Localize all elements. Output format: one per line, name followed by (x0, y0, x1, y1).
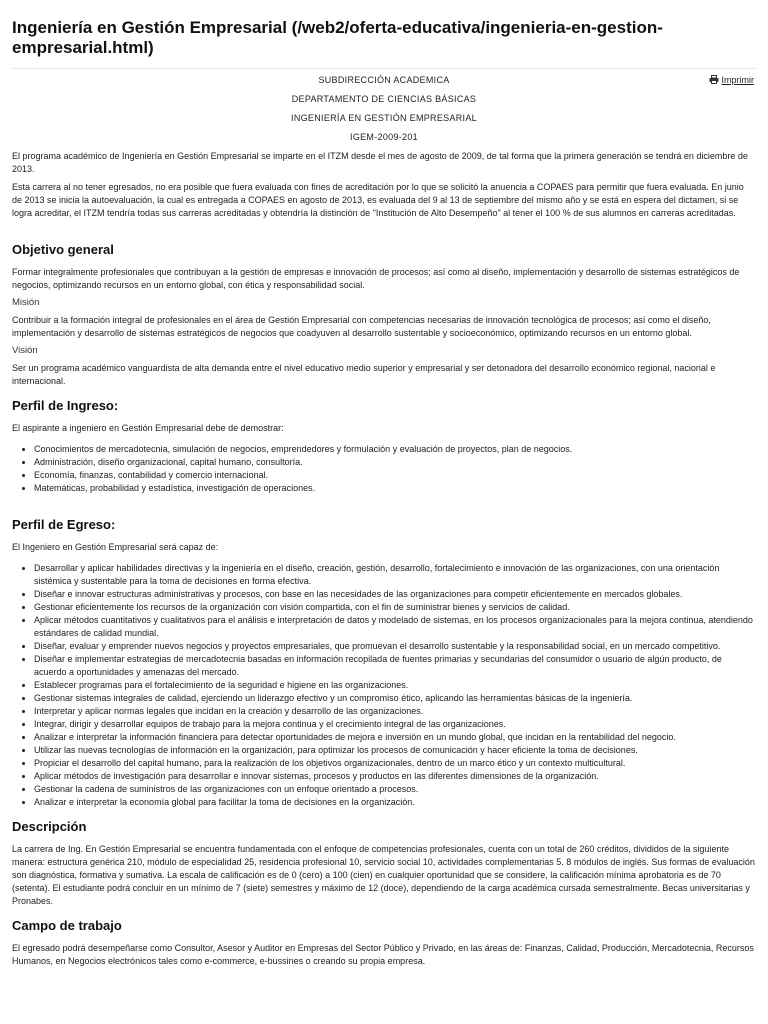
header-line-2: DEPARTAMENTO DE CIENCIAS BÁSICAS (291, 94, 477, 104)
descripcion-heading: Descripción (12, 819, 87, 834)
objetivo-text: Formar integralmente profesionales que contribuyan a la gestión de empresas e innovación de procesos; así como al diseño, implementación y desarrollo de sistemas estratégicos de negocios, optimizando recursos en un entorno global, con ética y responsabilidad social. (12, 267, 740, 290)
egreso-heading: Perfil de Egreso: (12, 517, 116, 532)
document-header (12, 75, 756, 142)
ingreso-heading: Perfil de Ingreso: (12, 398, 119, 413)
list-item: • Gestionar eficientemente los recursos de la organización con visión compartida, con el fin de suministrar bienes y servicios de calidad. (34, 601, 756, 614)
list-item: • Integrar, dirigir y desarrollar equipos de trabajo para la mejora continua y el crecimiento integral de las organizaciones. (34, 718, 756, 731)
header-line-4: IGEM-2009-201 (350, 132, 418, 142)
intro-paragraph-1: El programa académico de Ingeniería en Gestión Empresarial se imparte en el ITZM desde el mes de agosto de 2009, de tal forma que la primera generación se tendrá en diciembre de 2013. (12, 151, 748, 174)
ingreso-intro: El aspirante a ingeniero en Gestión Empresarial debe de demostrar: (12, 423, 284, 433)
list-item: • Gestionar sistemas integrales de calidad, ejerciendo un liderazgo efectivo y un compromiso ético, aplicando las herramientas básicas de la ingeniería. (34, 692, 756, 705)
vision-text: Ser un programa académico vanguardista de alta demanda entre el nivel educativo medio superior y empresarial y ser detonadora del desarrollo económico regional, nacional e internacional. (12, 363, 716, 386)
list-item: • Administración, diseño organizacional, capital humano, consultoría. (34, 456, 756, 469)
print-label[interactable]: Imprimir (721, 75, 754, 85)
campo-text: El egresado podrá desempeñarse como Consultor, Asesor y Auditor en Empresas del Sector Público y Privado, en las áreas de: Finanzas, Calidad, Producción, Mercadotecnia, Recursos Humanos, en Negocios electrónicos tales como e-commerce, e-bussines o creando su propia empresa. (12, 943, 754, 966)
mision-label: Misión (12, 297, 40, 308)
divider (12, 68, 756, 69)
list-item: • Propiciar el desarrollo del capital humano, para la realización de los objetivos organizacionales, dentro de un marco ético y un contexto multicultural. (34, 757, 756, 770)
header-line-1: SUBDIRECCIÓN ACADEMICA (318, 75, 450, 85)
intro-paragraph-2: Esta carrera al no tener egresados, no era posible que fuera evaluada con fines de acreditación por lo que se solicitó la anuencia a COPAES para permitir que fuera evaluada. En junio de 2013 se inicia la autoevaluación, la cual es entregada a COPAES en agosto de 2013, es evaluada del 9 al 13 de septiembre del mismo año y se está en espera del dictamen, si se logra acreditar, el ITZM tendría todas sus carreras acreditadas y obtendría la distinción de "Institución de Alto Desempeño" al tener el 100 % de sus alumnos en carreras acreditadas. (12, 182, 744, 218)
egreso-list (12, 562, 756, 809)
header-line-3: INGENIERÍA EN GESTIÓN EMPRESARIAL (291, 113, 477, 123)
list-item: • Diseñar e innovar estructuras administrativas y procesos, con base en las necesidades de las organizaciones para competir eficientemente en mercados globales. (34, 588, 756, 601)
mision-text: Contribuir a la formación integral de profesionales en el área de Gestión Empresarial con competencias necesarias de innovación tecnológica de procesos; así como el diseño, implementación y desarrollo de sistemas estratégicos de negocios que coadyuven al desarrollo sustentable y socioeconómico, optimizando recursos en un entorno global. (12, 315, 711, 338)
list-item: • Diseñar, evaluar y emprender nuevos negocios y proyectos empresariales, que promuevan el desarrollo sustentable y la responsabilidad social, en un mercado competitivo. (34, 640, 756, 653)
list-item: • Gestionar la cadena de suministros de las organizaciones con un enfoque orientado a procesos. (34, 783, 756, 796)
egreso-intro: El Ingeniero en Gestión Empresarial será capaz de: (12, 542, 219, 552)
list-item: • Aplicar métodos de investigación para desarrollar e innovar sistemas, procesos y productos en las diferentes dimensiones de la organización. (34, 770, 756, 783)
descripcion-text: La carrera de Ing. En Gestión Empresarial se encuentra fundamentada con el enfoque de competencias profesionales, cuenta con un total de 260 créditos, divididos de la siguiente manera: estructura genérica 210, módulo de especialidad 25, residencia profesional 10, servicio social 10, actividades complementarias 5. 8 módulos de inglés. Sus formas de evaluación son diagnóstica, formativa y sumativa. La escala de calificación es de 0 (cero) a 100 (cien) en cualquier oportunidad que se considere, la calificación mínima aprobatoria es de 70 (setenta). El estudiante podrá concluir en un mínimo de 7 (siete) semestres y máximo de 12 (doce), dependiendo de la carga académica cursada semestralmente. Becas universitarias y Pronabes. (12, 844, 755, 906)
list-item: • Matemáticas, probabilidad y estadística, investigación de operaciones. (34, 482, 756, 495)
list-item: • Analizar e interpretar la información financiera para detectar oportunidades de mejora e inversión en un mundo global, que incidan en la rentabilidad del negocio. (34, 731, 756, 744)
list-item: • Diseñar e implementar estrategias de mercadotecnia basadas en información recopilada de fuentes primarias y secundarias del consumidor o usuario de algún producto, de acuerdo a oportunidades y amenazas del mercado. (34, 653, 756, 679)
ingreso-list (12, 443, 756, 495)
print-link[interactable] (709, 75, 755, 85)
list-item: • Utilizar las nuevas tecnologías de información en la organización, para optimizar los procesos de comunicación y hacer eficiente la toma de decisiones. (34, 744, 756, 757)
list-item: • Conocimientos de mercadotecnia, simulación de negocios, emprendedores y formulación y evaluación de proyectos, plan de negocios. (34, 443, 756, 456)
list-item: • Aplicar métodos cuantitativos y cualitativos para el análisis e interpretación de datos y modelado de sistemas, en los procesos organizacionales para la mejora continua, atendiendo estándares de calidad mundial. (34, 614, 756, 640)
list-item: • Analizar e interpretar la economía global para facilitar la toma de decisiones en la organización. (34, 796, 756, 809)
list-item: • Economía, finanzas, contabilidad y comercio internacional. (34, 469, 756, 482)
list-item: • Interpretar y aplicar normas legales que incidan en la creación y desarrollo de las organizaciones. (34, 705, 756, 718)
printer-icon (709, 75, 719, 84)
objetivo-heading: Objetivo general (12, 242, 114, 257)
page-title: Ingeniería en Gestión Empresarial (/web2/oferta-educativa/ingenieria-en-gestion-empresarial.html) (12, 18, 663, 57)
campo-heading: Campo de trabajo (12, 918, 122, 933)
list-item: • Desarrollar y aplicar habilidades directivas y la ingeniería en el diseño, creación, gestión, desarrollo, fortalecimiento e innovación de las organizaciones, con una orientación sistémica y sustentable para la toma de decisiones en forma efectiva. (34, 562, 756, 588)
list-item: • Establecer programas para el fortalecimiento de la seguridad e higiene en las organizaciones. (34, 679, 756, 692)
vision-label: Visión (12, 345, 38, 356)
